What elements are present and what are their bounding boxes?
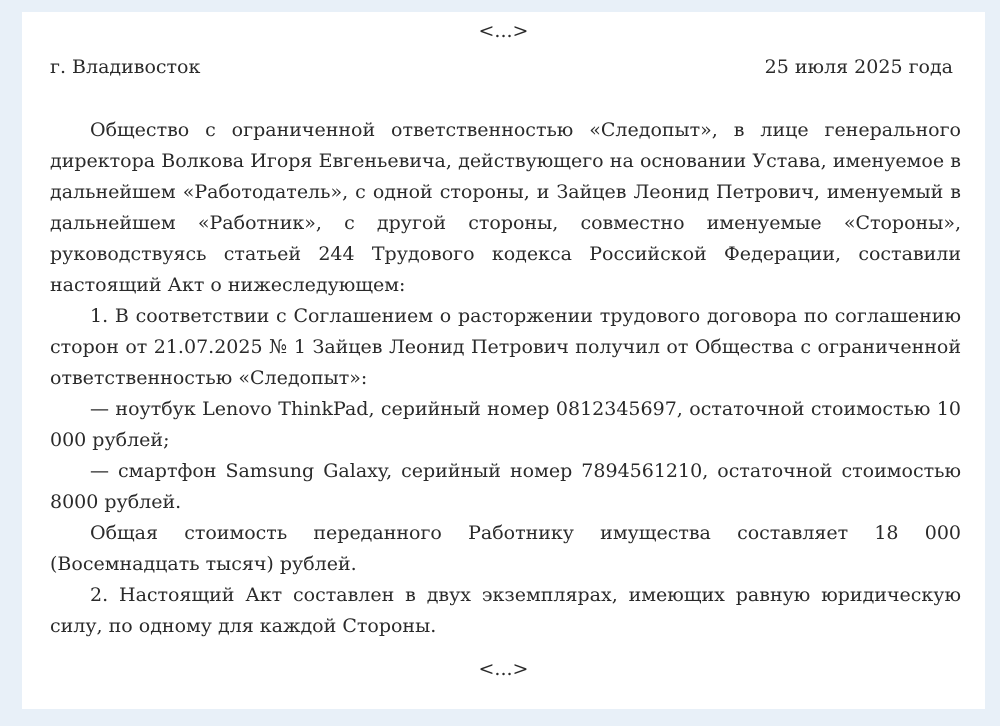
paragraph-total: Общая стоимость переданного Работнику имущества составляет 18 000 (Восемнадцать тысяч) рублей. <box>50 522 961 575</box>
paragraph-laptop: — ноутбук Lenovo ThinkPad, серийный номер 0812345697, остаточной стоимостью 10 000 рублей; <box>50 398 961 451</box>
paragraph-preamble: Общество с ограниченной ответственностью «Следопыт», в лице генерального директора Волкова Игоря Евгеньевича, действующего на основании Устава, именуемое в дальнейшем «Работодатель», с одной стороны, и Зайцев Леонид Петрович, именуемый в дальнейшем «Работник», с другой стороны, совместно именуемые «Стороны», руководствуясь статьей 244 Трудового кодекса Российской Федерации, составили настоящий Акт о нижеследующем: <box>50 119 961 296</box>
paragraph-smartphone: — смартфон Samsung Galaxy, серийный номер 7894561210, остаточной стоимостью 8000 рублей. <box>50 460 961 513</box>
omission-marker-bottom: <...> <box>478 658 529 680</box>
paragraph-item-1: 1. В соответствии с Соглашением о расторжении трудового договора по соглашению сторон от 21.07.2025 № 1 Зайцев Леонид Петрович получил от Общества с ограниченной ответственностью «Следопыт»: <box>50 305 961 389</box>
document-page <box>22 12 985 709</box>
document-body <box>50 115 961 642</box>
city: г. Владивосток <box>50 56 201 78</box>
paragraph-item-2: 2. Настоящий Акт составлен в двух экземплярах, имеющих равную юридическую силу, по одному для каждой Стороны. <box>50 584 961 637</box>
document-date: 25 июля 2025 года <box>764 56 953 78</box>
omission-marker-top: <...> <box>478 20 529 42</box>
document-header <box>50 55 953 79</box>
